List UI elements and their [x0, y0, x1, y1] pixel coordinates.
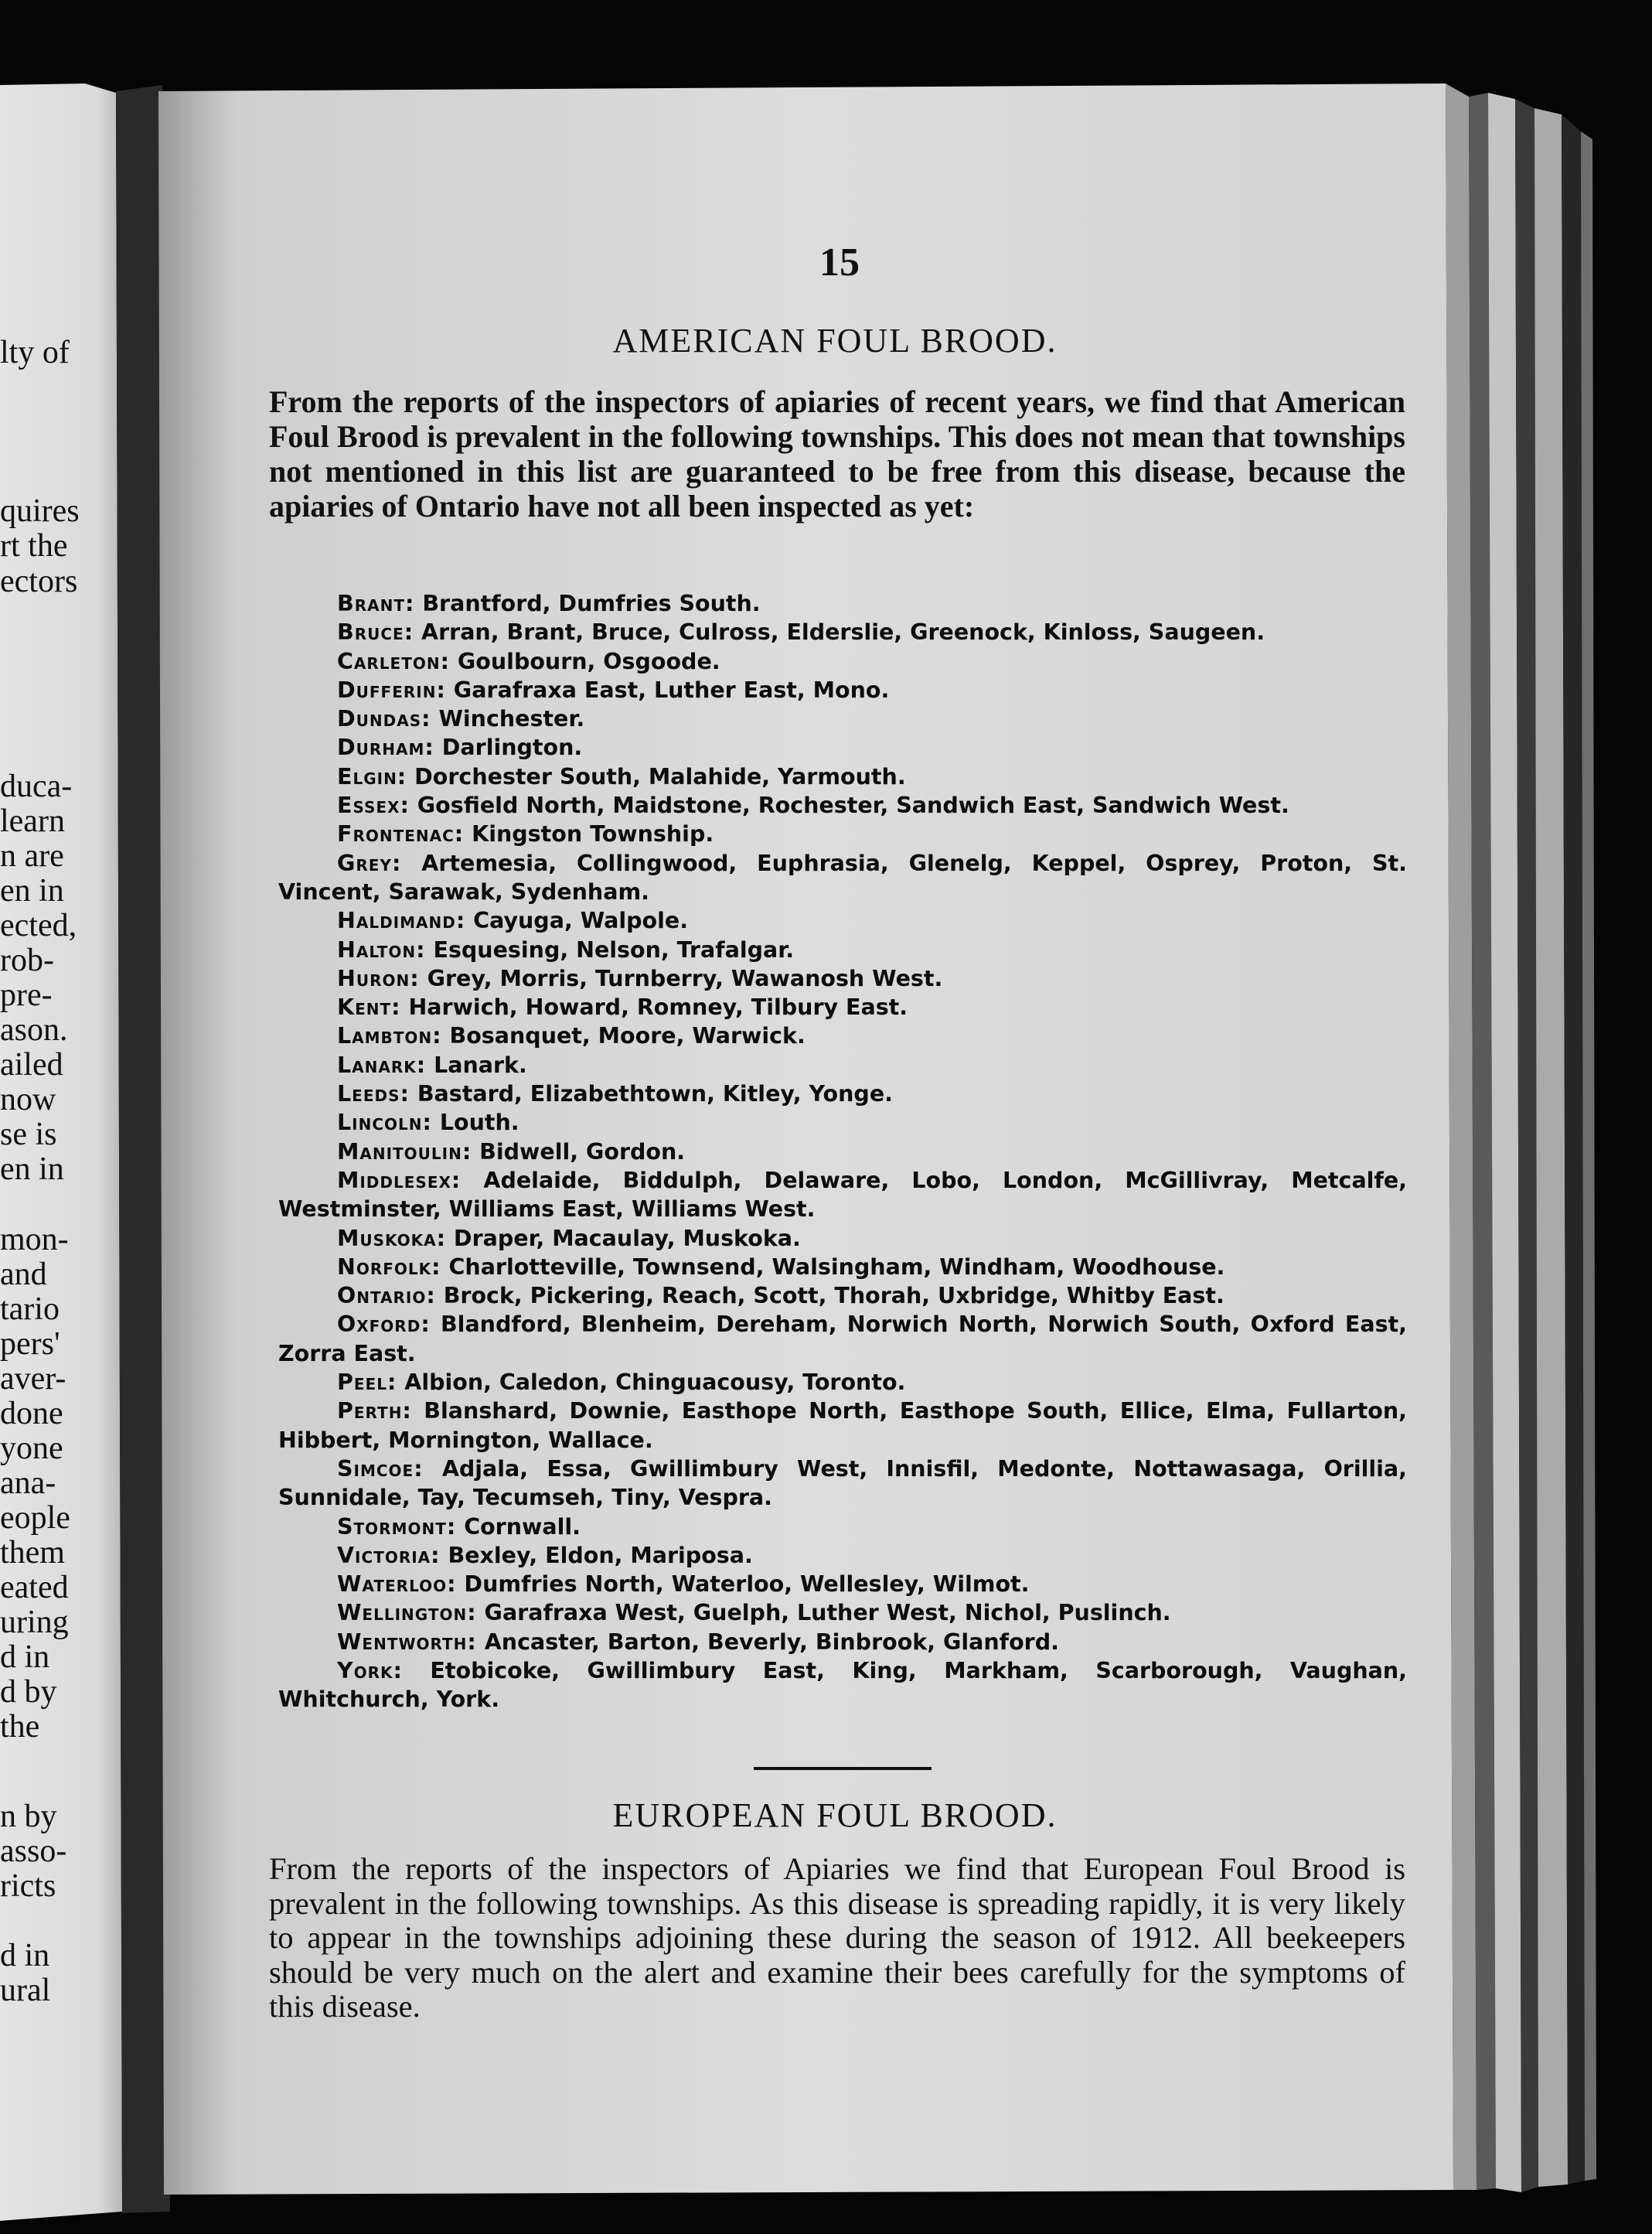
left-page-text-fragment: en in	[0, 873, 64, 909]
county-entry	[278, 1051, 1407, 1079]
left-page-text-fragment: ectors	[0, 564, 78, 599]
township-list: Bastard, Elizabethtown, Kitley, Yonge.	[409, 1081, 893, 1107]
township-list: Goulbourn, Osgoode.	[449, 648, 720, 674]
township-list: Adjala, Essa, Gwillimbury West, Innisfil, Medonte, Nottawasaga, Orillia, Sunnidale, Tay, Tecumseh, Tiny, Vespra.	[278, 1455, 1407, 1511]
left-page-text-fragment: tario	[0, 1291, 60, 1327]
township-list: Bexley, Eldon, Mariposa.	[440, 1542, 753, 1568]
left-page-text-fragment: asso-	[0, 1833, 67, 1869]
county-entry	[278, 1570, 1407, 1598]
left-page-text-fragment: quires	[0, 493, 80, 529]
township-list: Brock, Pickering, Reach, Scott, Thorah, Uxbridge, Whitby East.	[435, 1283, 1225, 1309]
left-page-text-fragment: ricts	[0, 1868, 56, 1904]
township-list: Brantford, Dumfries South.	[414, 591, 761, 616]
county-entry	[278, 1022, 1407, 1050]
county-name: Dufferin:	[337, 677, 446, 703]
left-page-text-fragment: d in	[0, 1938, 50, 1973]
township-list: Dumfries North, Waterloo, Wellesley, Wilmot.	[456, 1571, 1030, 1598]
page-number: 15	[819, 240, 860, 285]
county-entry	[278, 1281, 1407, 1310]
township-list: Kingston Township.	[464, 821, 714, 848]
left-page-text-fragment: n are	[0, 838, 64, 874]
county-name: Norfolk:	[337, 1253, 441, 1280]
county-entry	[278, 1397, 1407, 1455]
county-name: Halton:	[337, 936, 426, 963]
left-page-text-fragment: se is	[0, 1117, 57, 1152]
county-entry	[278, 1656, 1407, 1714]
county-entry	[278, 704, 1407, 733]
county-entry	[278, 1598, 1407, 1627]
county-entry	[278, 589, 1407, 618]
county-name: Waterloo:	[337, 1571, 457, 1598]
left-page-text-fragment: now	[0, 1082, 56, 1117]
township-list: Dorchester South, Malahide, Yarmouth.	[407, 763, 906, 790]
left-page-text-fragment: ason.	[0, 1012, 68, 1048]
left-page-text-fragment: pre-	[0, 977, 53, 1013]
county-entry	[278, 1079, 1407, 1108]
county-entry	[278, 647, 1407, 676]
county-name: Grey:	[337, 850, 402, 876]
county-name: Simcoe:	[337, 1455, 424, 1482]
left-page-text-fragment: the	[0, 1709, 40, 1745]
left-page-text-fragment: duca-	[0, 769, 73, 804]
left-page-text-fragment: lty of	[0, 335, 70, 370]
american-foul-brood-heading: AMERICAN FOUL BROOD.	[612, 322, 1058, 360]
european-foul-brood-heading: EUROPEAN FOUL BROOD.	[612, 1796, 1058, 1834]
left-page-text-fragment: done	[0, 1396, 63, 1431]
township-list: Bidwell, Gordon.	[472, 1138, 686, 1165]
left-page-text-fragment: and	[0, 1257, 47, 1292]
township-list: Cornwall.	[456, 1513, 581, 1540]
county-entry	[278, 733, 1407, 762]
township-list: Gosfield North, Maidstone, Rochester, Sandwich East, Sandwich West.	[409, 793, 1289, 819]
county-name: Manitoulin:	[337, 1138, 472, 1165]
left-page-text-fragment: rob-	[0, 943, 54, 978]
county-name: Wellington:	[337, 1600, 477, 1626]
county-name: Haldimand:	[337, 908, 466, 934]
county-entry	[278, 993, 1407, 1022]
county-entry	[278, 820, 1407, 848]
left-page-text-fragment: uring	[0, 1605, 69, 1640]
township-list: Bosanquet, Moore, Warwick.	[441, 1023, 806, 1049]
township-list: Blandford, Blenheim, Dereham, Norwich North, Norwich South, Oxford East, Zorra East.	[278, 1311, 1407, 1366]
left-page-text-fragment: rt the	[0, 528, 68, 564]
township-list: Esquesing, Nelson, Trafalgar.	[425, 936, 795, 963]
county-entry	[278, 791, 1407, 820]
county-name: Perth:	[337, 1398, 412, 1424]
left-page-text-fragment: aver-	[0, 1361, 66, 1397]
county-entry	[278, 676, 1407, 704]
county-name: Huron:	[337, 965, 420, 991]
county-name: Brant:	[337, 591, 415, 616]
county-entry	[278, 1513, 1407, 1541]
county-name: Lincoln:	[337, 1110, 432, 1136]
county-entry	[278, 936, 1407, 964]
left-page-text-fragment: learn	[0, 803, 65, 839]
left-page-text-fragment: pers'	[0, 1326, 60, 1362]
township-list: Albion, Caledon, Chinguacousy, Toronto.	[397, 1369, 906, 1396]
county-entry	[278, 1108, 1407, 1137]
section-divider	[754, 1767, 932, 1770]
county-name: Essex:	[337, 793, 410, 819]
county-entry	[278, 618, 1407, 646]
left-page-text-fragment: ana-	[0, 1465, 56, 1501]
county-entry	[278, 1224, 1407, 1253]
township-list: Garafraxa East, Luther East, Mono.	[445, 677, 890, 703]
county-entry	[278, 1455, 1407, 1513]
county-name: Elgin:	[337, 763, 407, 790]
left-page-text-fragment: ailed	[0, 1047, 63, 1083]
county-entry	[278, 964, 1407, 993]
county-township-list	[278, 589, 1407, 1714]
township-list: Grey, Morris, Turnberry, Wawanosh West.	[419, 965, 943, 991]
county-name: Lambton:	[337, 1023, 442, 1049]
county-name: Muskoka:	[337, 1225, 446, 1251]
county-name: Durham:	[337, 735, 434, 761]
left-page-text-fragment: eople	[0, 1500, 70, 1536]
county-name: Leeds:	[337, 1081, 410, 1107]
township-list: Garafraxa West, Guelph, Luther West, Nichol, Puslinch.	[476, 1600, 1171, 1626]
township-list: Cayuga, Walpole.	[465, 908, 689, 934]
left-page-text-fragment: eated	[0, 1570, 69, 1605]
american-intro-paragraph: From the reports of the inspectors of apiaries of recent years, we find that American Foul Brood is prevalent in the following townships. This does not mean that townships not mentioned in this list are guaranteed to be free from this disease, because the apiaries of Ontario have not all been inspected as yet:	[269, 384, 1405, 524]
township-list: Arran, Brant, Bruce, Culross, Elderslie, Greenock, Kinloss, Saugeen.	[414, 619, 1265, 646]
county-name: York:	[337, 1657, 403, 1683]
county-name: Oxford:	[337, 1311, 431, 1338]
township-list: Darlington.	[434, 735, 583, 761]
left-page-text-fragment: mon-	[0, 1222, 69, 1257]
left-page-text-fragment: them	[0, 1535, 65, 1571]
county-name: Kent:	[337, 994, 401, 1021]
township-list: Charlotteville, Townsend, Walsingham, Windham, Woodhouse.	[441, 1253, 1225, 1280]
township-list: Lanark.	[426, 1052, 527, 1078]
township-list: Louth.	[431, 1110, 519, 1136]
county-name: Dundas:	[337, 706, 431, 732]
county-name: Frontenac:	[337, 821, 465, 848]
county-name: Middlesex:	[337, 1167, 462, 1193]
county-name: Stormont:	[337, 1513, 457, 1540]
county-entry	[278, 762, 1407, 791]
township-list: Winchester.	[431, 706, 585, 732]
township-list: Adelaide, Biddulph, Delaware, Lobo, London, McGillivray, Metcalfe, Westminster, Williams East, Williams West.	[278, 1167, 1407, 1223]
county-name: Lanark:	[337, 1052, 427, 1078]
county-entry	[278, 1310, 1407, 1368]
county-entry	[278, 1368, 1407, 1397]
county-name: Victoria:	[337, 1542, 441, 1568]
township-list: Draper, Macaulay, Muskoka.	[445, 1225, 801, 1251]
european-intro-paragraph: From the reports of the inspectors of Apiaries we find that European Foul Brood is prevalent in the following townships. As this disease is spreading rapidly, it is very likely to appear in the townships adjoining these during the season of 1912. All beekeepers should be very much on the alert and examine their bees carefully for the symptoms of this disease.	[269, 1851, 1405, 2024]
county-name: Bruce:	[337, 619, 414, 646]
county-name: Wentworth:	[337, 1629, 477, 1655]
county-name: Ontario:	[337, 1283, 436, 1309]
township-list: Artemesia, Collingwood, Euphrasia, Glenelg, Keppel, Osprey, Proton, St. Vincent, Sarawak, Sydenham.	[278, 850, 1407, 905]
township-list: Etobicoke, Gwillimbury East, King, Markham, Scarborough, Vaughan, Whitchurch, York.	[278, 1657, 1407, 1713]
county-entry	[278, 1541, 1407, 1570]
left-page-text-fragment: d in	[0, 1639, 50, 1675]
left-page-text-fragment: en in	[0, 1151, 64, 1187]
county-name: Peel:	[337, 1369, 397, 1396]
county-entry	[278, 849, 1407, 907]
county-entry	[278, 1628, 1407, 1656]
left-page-text-fragment: ural	[0, 1973, 51, 2008]
left-page-text-fragment: d by	[0, 1674, 57, 1710]
township-list: Harwich, Howard, Romney, Tilbury East.	[400, 994, 908, 1021]
county-entry	[278, 1166, 1407, 1224]
county-name: Carleton:	[337, 648, 450, 674]
left-page-text-fragment: n by	[0, 1799, 57, 1834]
county-entry	[278, 1253, 1407, 1281]
county-entry	[278, 906, 1407, 935]
county-entry	[278, 1137, 1407, 1166]
township-list: Ancaster, Barton, Beverly, Binbrook, Glanford.	[476, 1629, 1059, 1655]
township-list: Blanshard, Downie, Easthope North, Easthope South, Ellice, Elma, Fullarton, Hibbert, Mornington, Wallace.	[278, 1398, 1407, 1453]
left-page-text-fragment: yone	[0, 1431, 63, 1466]
left-page-text-fragment: ected,	[0, 908, 77, 943]
